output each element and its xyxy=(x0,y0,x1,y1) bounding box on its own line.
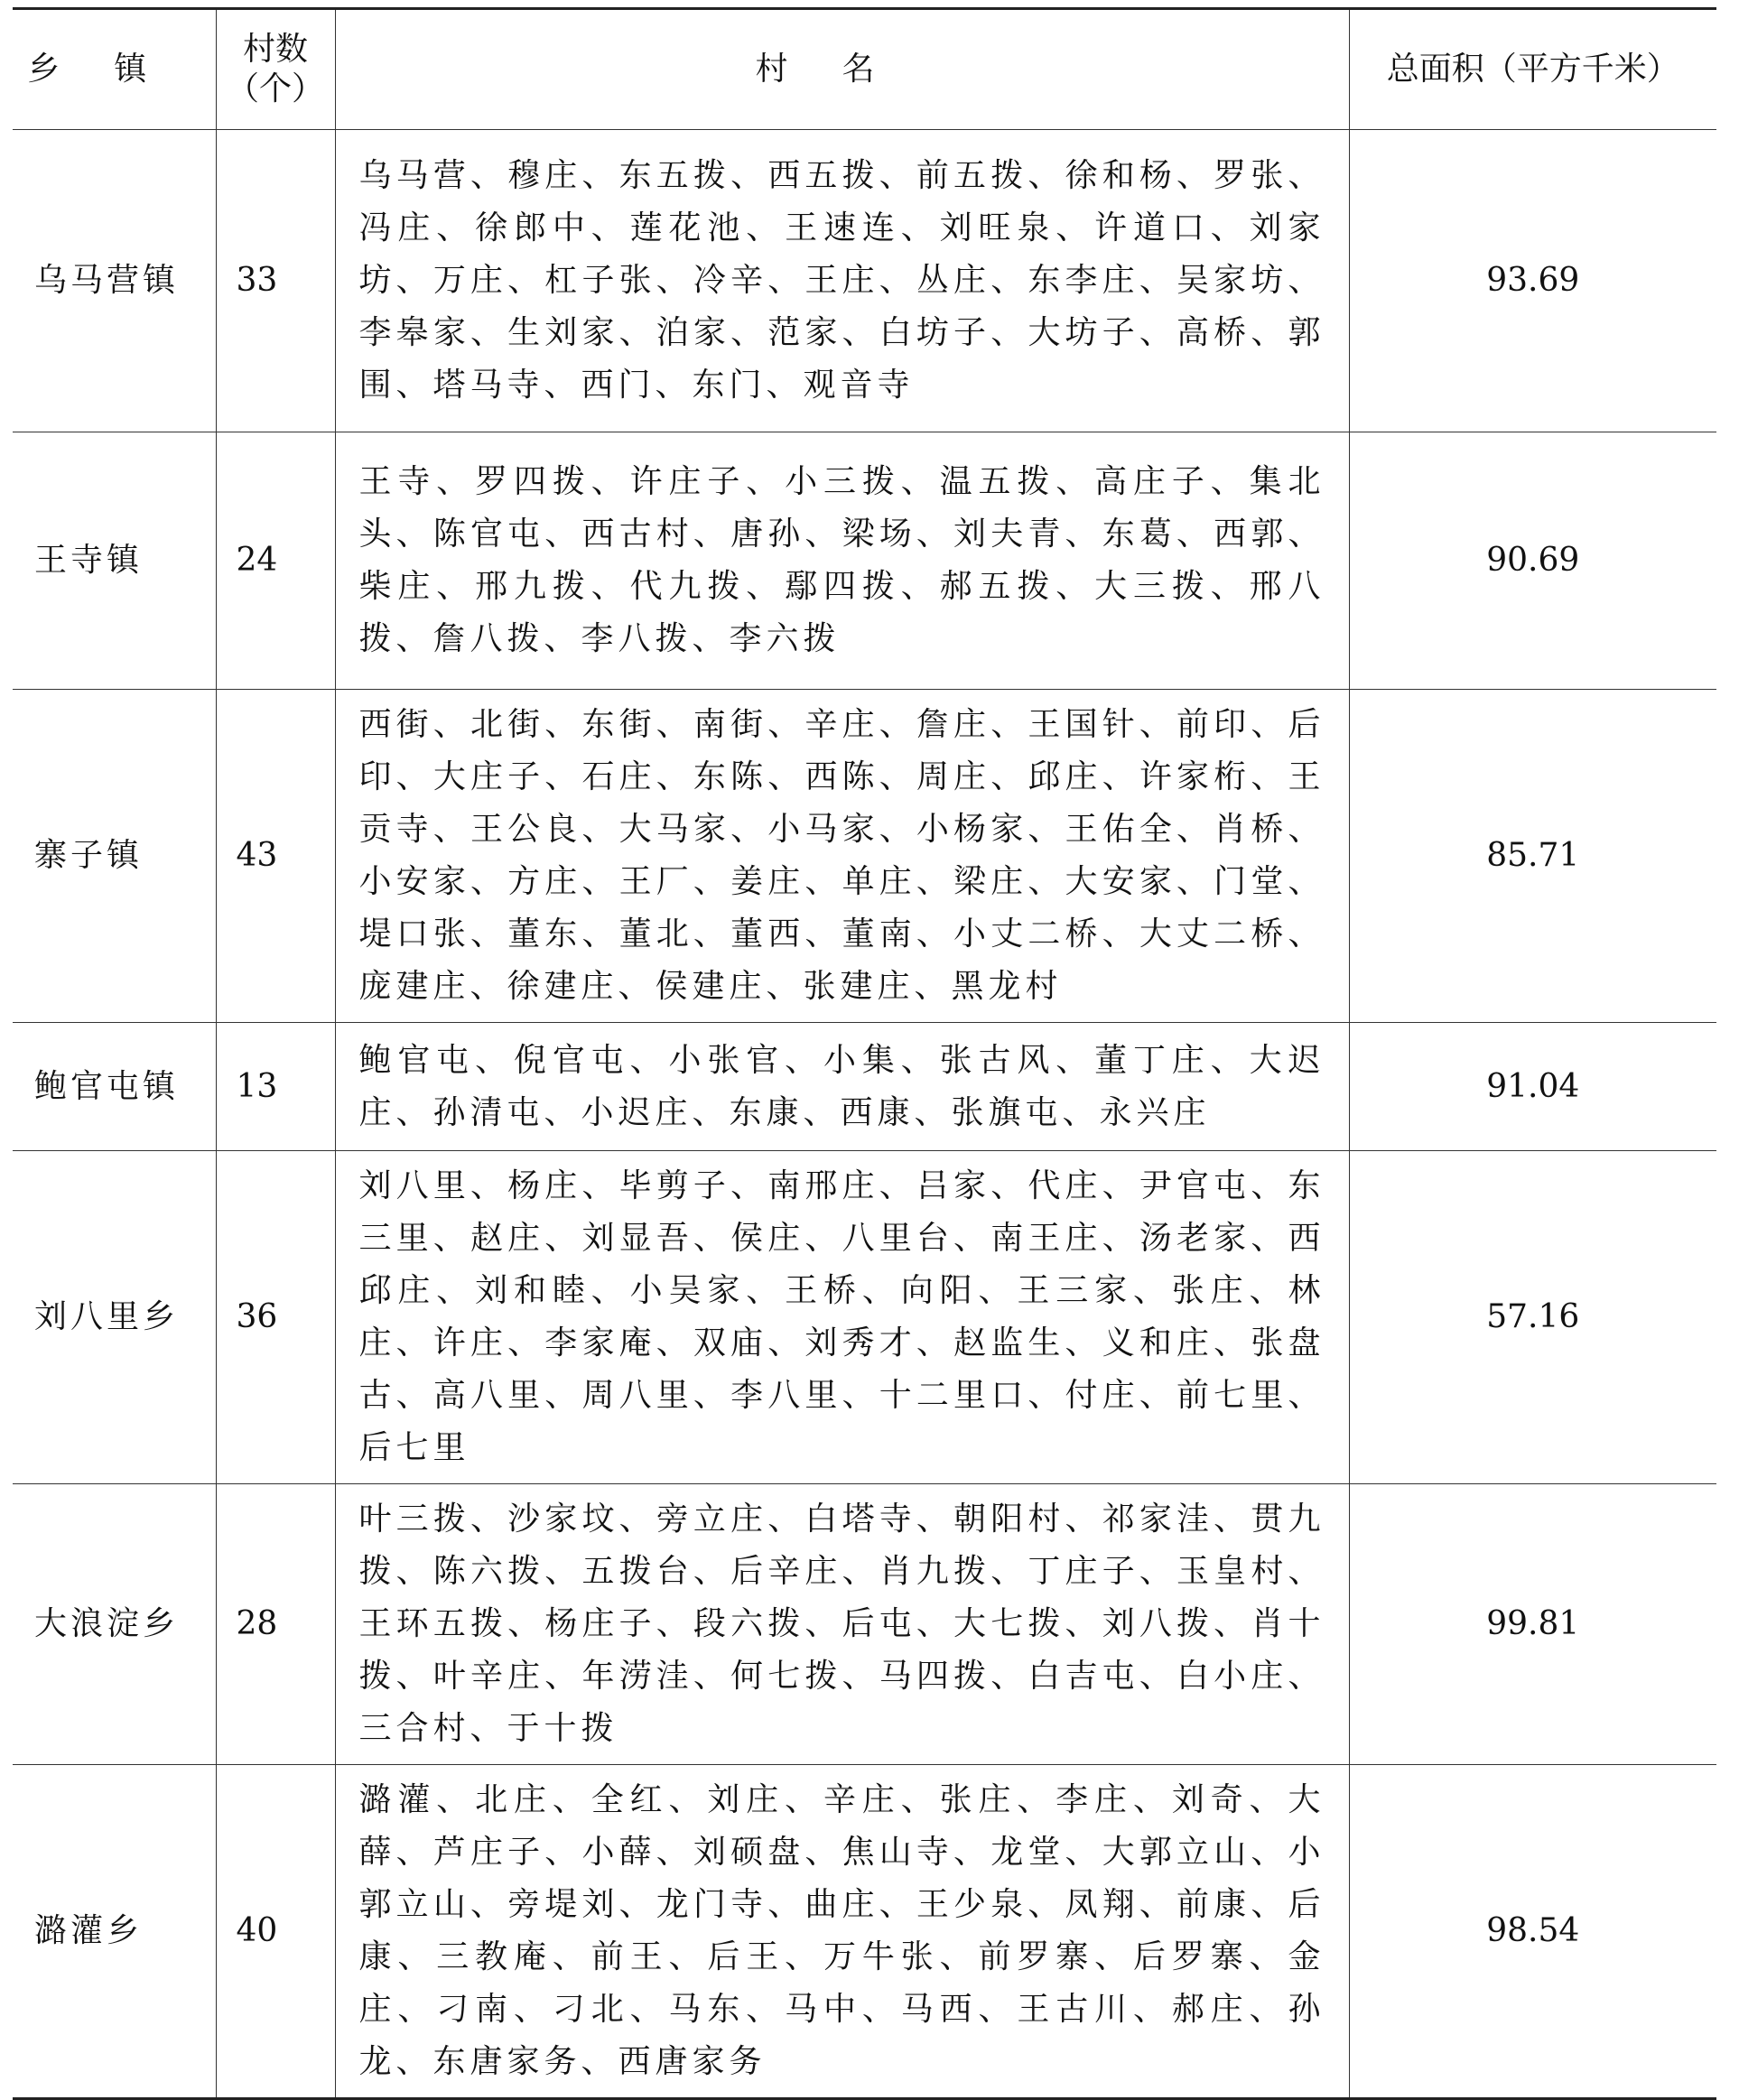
table-header xyxy=(13,9,1716,130)
town-name: 大浪淀乡 xyxy=(13,1484,216,1765)
village-count: 43 xyxy=(216,690,335,1023)
village-count: 40 xyxy=(216,1765,335,2099)
table-body xyxy=(13,130,1716,2099)
town-name: 鲍官屯镇 xyxy=(13,1023,216,1151)
table-row xyxy=(13,1484,1716,1765)
town-name: 潞灌乡 xyxy=(13,1765,216,2099)
town-name: 乌马营镇 xyxy=(13,130,216,432)
total-area: 57.16 xyxy=(1349,1151,1716,1484)
header-total-area: 总面积（平方千米） xyxy=(1349,9,1716,130)
table-row xyxy=(13,1151,1716,1484)
village-count: 33 xyxy=(216,130,335,432)
total-area: 98.54 xyxy=(1349,1765,1716,2099)
total-area: 99.81 xyxy=(1349,1484,1716,1765)
total-area: 85.71 xyxy=(1349,690,1716,1023)
village-count: 28 xyxy=(216,1484,335,1765)
village-names: 王寺、罗四拨、许庄子、小三拨、温五拨、高庄子、集北头、陈官屯、西古村、唐孙、梁场、刘夫青、东葛、西郭、柴庄、邢九拨、代九拨、鄢四拨、郝五拨、大三拨、邢八拨、詹八拨、李八拨、李六拨 xyxy=(335,432,1349,690)
town-name: 刘八里乡 xyxy=(13,1151,216,1484)
village-names: 西街、北街、东街、南街、辛庄、詹庄、王国针、前印、后印、大庄子、石庄、东陈、西陈、周庄、邱庄、许家桁、王贡寺、王公良、大马家、小马家、小杨家、王佑全、肖桥、小安家、方庄、王厂、姜庄、单庄、梁庄、大安家、门堂、堤口张、董东、董北、董西、董南、小丈二桥、大丈二桥、庞建庄、徐建庄、侯建庄、张建庄、黑龙村 xyxy=(335,690,1349,1023)
village-count: 36 xyxy=(216,1151,335,1484)
table-row xyxy=(13,130,1716,432)
town-name: 寨子镇 xyxy=(13,690,216,1023)
total-area: 93.69 xyxy=(1349,130,1716,432)
header-village-count-line1: 村数 xyxy=(242,31,308,68)
village-table xyxy=(13,7,1716,2100)
table-row xyxy=(13,690,1716,1023)
header-village-names: 村名 xyxy=(335,9,1349,130)
village-names: 乌马营、穆庄、东五拨、西五拨、前五拨、徐和杨、罗张、冯庄、徐郎中、莲花池、王速连、刘旺泉、许道口、刘家坊、万庄、杠子张、冷辛、王庄、丛庄、东李庄、吴家坊、李皋家、生刘家、泊家、范家、白坊子、大坊子、高桥、郭围、塔马寺、西门、东门、观音寺 xyxy=(335,130,1349,432)
village-count: 13 xyxy=(216,1023,335,1151)
village-names: 潞灌、北庄、全红、刘庄、辛庄、张庄、李庄、刘奇、大薛、芦庄子、小薛、刘硕盘、焦山寺、龙堂、大郭立山、小郭立山、旁堤刘、龙门寺、曲庄、王少泉、凤翔、前康、后康、三教庵、前王、后王、万牛张、前罗寨、后罗寨、金庄、刁南、刁北、马东、马中、马西、王古川、郝庄、孙龙、东唐家务、西唐家务 xyxy=(335,1765,1349,2099)
village-names: 叶三拨、沙家坟、旁立庄、白塔寺、朝阳村、祁家洼、贯九拨、陈六拨、五拨台、后辛庄、肖九拨、丁庄子、玉皇村、王环五拨、杨庄子、段六拨、后屯、大七拨、刘八拨、肖十拨、叶辛庄、年涝洼、何七拨、马四拨、白吉屯、白小庄、三合村、于十拨 xyxy=(335,1484,1349,1765)
header-village-count-line2: （个） xyxy=(226,70,324,107)
village-count: 24 xyxy=(216,432,335,690)
table-row xyxy=(13,1765,1716,2099)
table-row xyxy=(13,1023,1716,1151)
table-row xyxy=(13,432,1716,690)
header-town: 乡镇 xyxy=(13,9,216,130)
village-names: 刘八里、杨庄、毕剪子、南邢庄、吕家、代庄、尹官屯、东三里、赵庄、刘显吾、侯庄、八里台、南王庄、汤老家、西邱庄、刘和睦、小吴家、王桥、向阳、王三家、张庄、林庄、许庄、李家庵、双庙、刘秀才、赵监生、义和庄、张盘古、高八里、周八里、李八里、十二里口、付庄、前七里、后七里 xyxy=(335,1151,1349,1484)
town-name: 王寺镇 xyxy=(13,432,216,690)
total-area: 91.04 xyxy=(1349,1023,1716,1151)
village-names: 鲍官屯、倪官屯、小张官、小集、张古风、董丁庄、大迟庄、孙清屯、小迟庄、东康、西康、张旗屯、永兴庄 xyxy=(335,1023,1349,1151)
header-row xyxy=(13,9,1716,130)
total-area: 90.69 xyxy=(1349,432,1716,690)
header-village-count xyxy=(216,9,335,130)
